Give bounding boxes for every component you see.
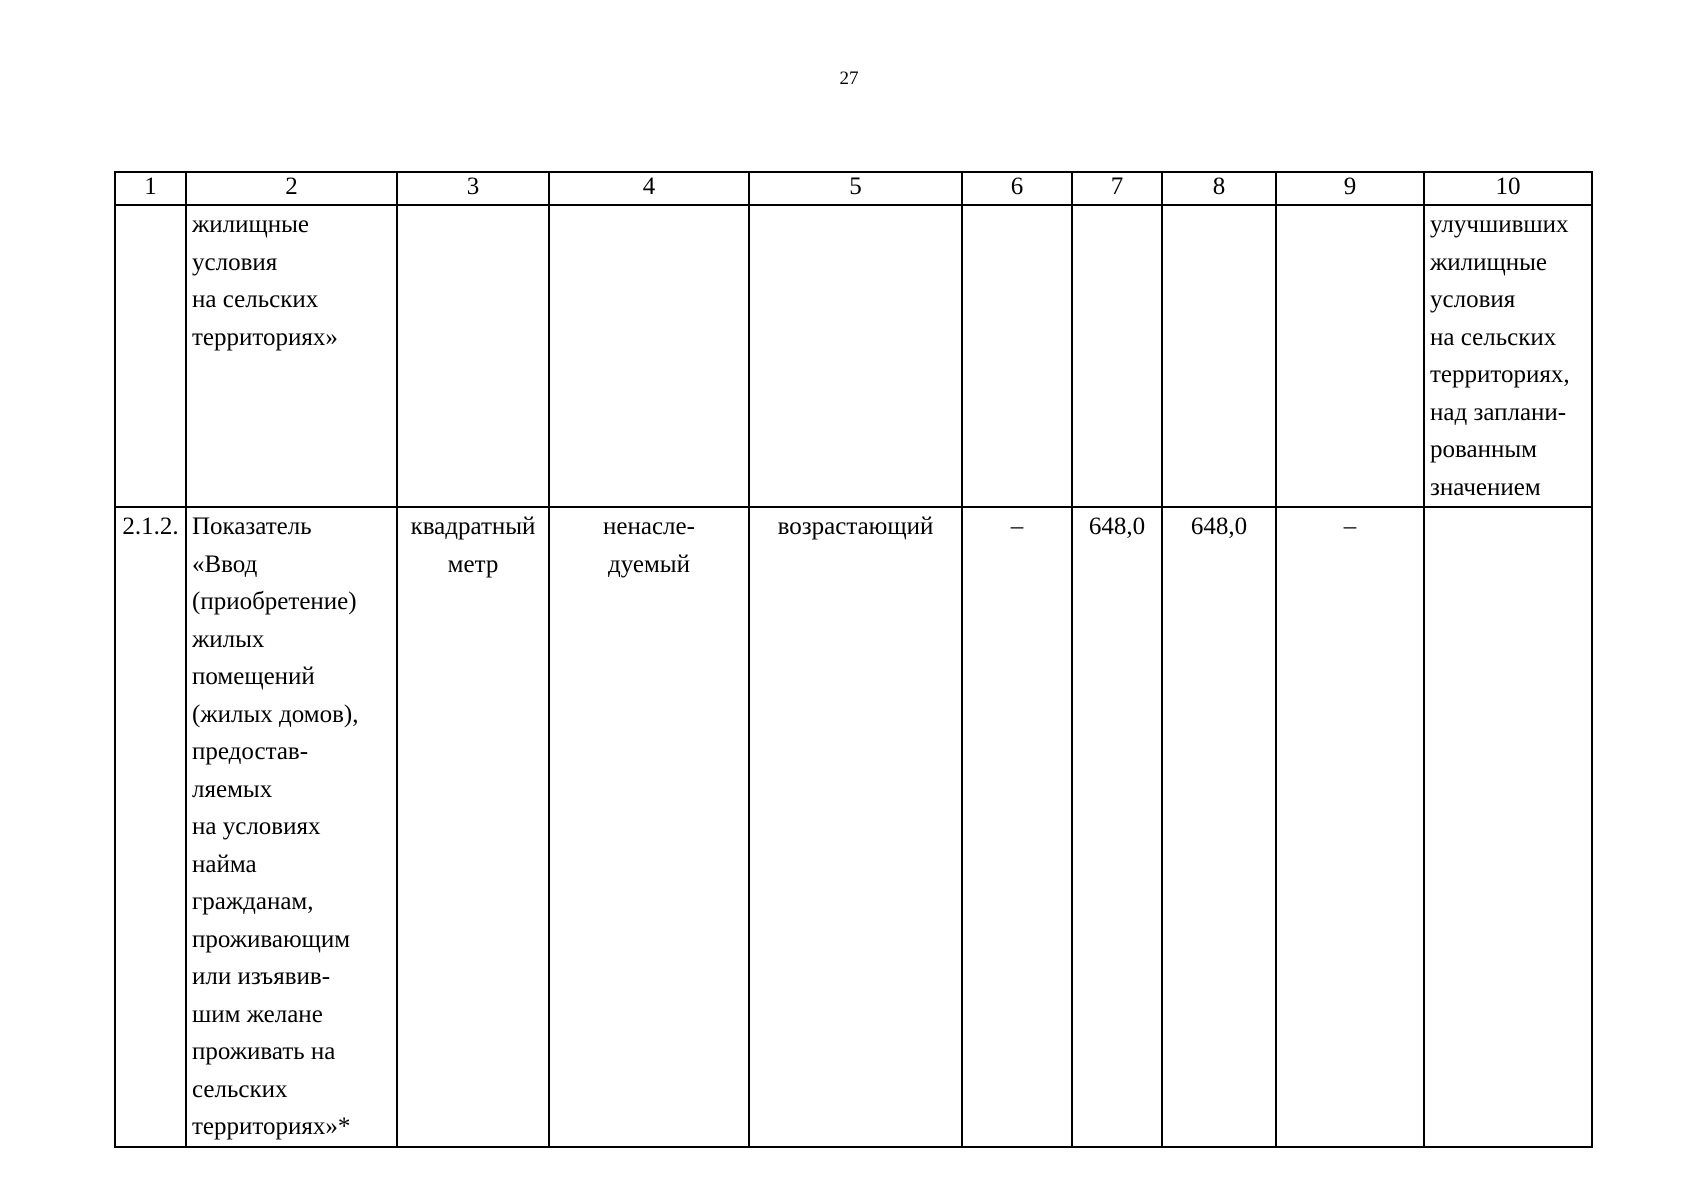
note-cell [1424,507,1592,1147]
table-row [115,205,1592,507]
row-number-cell: 2.1.2. [115,507,186,1147]
table-row [115,507,1592,1147]
value-cell [1162,205,1276,507]
type-cell: ненасле- дуемый [549,507,749,1147]
indicator-name-cell: жилищные условия на сельских территориях» [186,205,397,507]
indicator-name-cell: Показатель «Ввод (приобретение) жилых помещений (жилых домов), предостав- ляемых на условиях найма гражданам, проживающим или изъявив- шим желане проживать на сельских территориях»* [186,507,397,1147]
value-cell [1072,205,1162,507]
value-cell [962,205,1072,507]
column-number-cell: 8 [1162,172,1276,205]
unit-cell: квадратный метр [397,507,549,1147]
page-number: 27 [839,68,859,89]
value-cell [1276,205,1424,507]
direction-cell [749,205,962,507]
column-number-row [115,172,1592,205]
column-number-cell: 6 [962,172,1072,205]
row-number-cell [115,205,186,507]
column-number-cell: 2 [186,172,397,205]
unit-cell [397,205,549,507]
value-cell: – [1276,507,1424,1147]
column-number-cell: 1 [115,172,186,205]
value-cell: 648,0 [1072,507,1162,1147]
column-number-cell: 4 [549,172,749,205]
note-cell: улучшивших жилищные условия на сельских территориях, над заплани- рованным значением [1424,205,1592,507]
column-number-cell: 5 [749,172,962,205]
indicator-table [114,171,1593,1148]
column-number-cell: 7 [1072,172,1162,205]
column-number-cell: 9 [1276,172,1424,205]
type-cell [549,205,749,507]
direction-cell: возрастающий [749,507,962,1147]
value-cell: – [962,507,1072,1147]
value-cell: 648,0 [1162,507,1276,1147]
column-number-cell: 10 [1424,172,1592,205]
column-number-cell: 3 [397,172,549,205]
